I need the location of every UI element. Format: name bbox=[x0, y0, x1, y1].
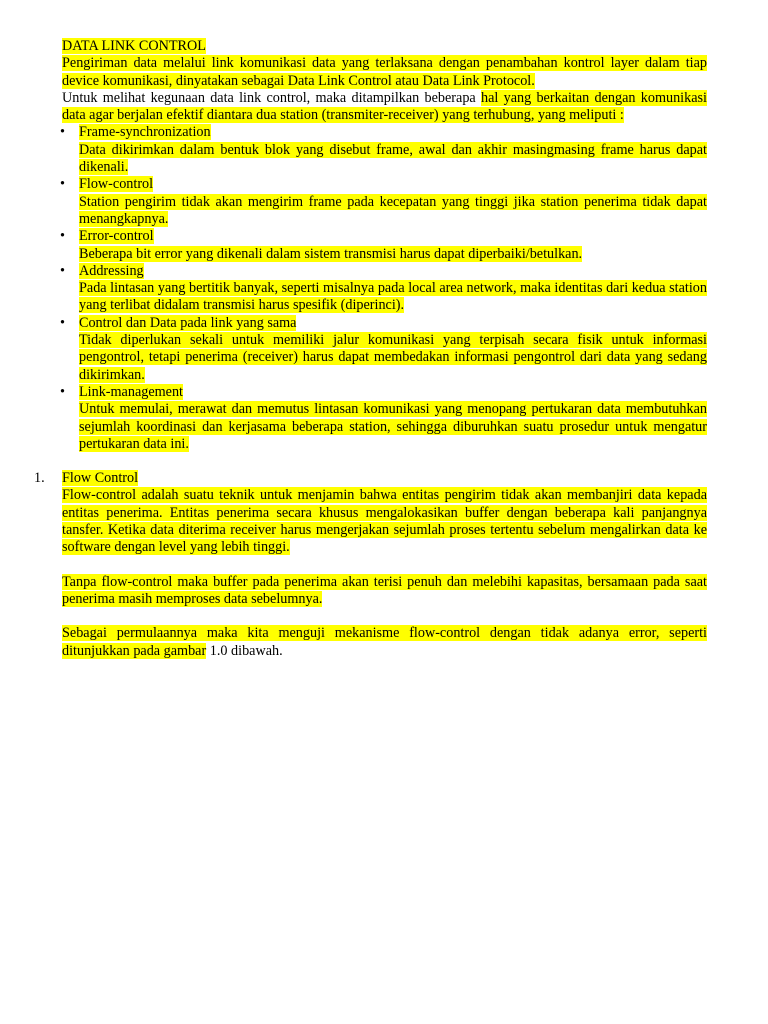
section-paragraph-3: Sebagai permulaannya maka kita menguji mekanisme flow-control dengan tidak adanya error, seperti ditunjukkan pada gambar 1.0 dibawah. bbox=[62, 625, 707, 659]
list-item bbox=[62, 176, 707, 228]
list-item-desc: Station pengirim tidak akan mengirim frame pada kecepatan yang tinggi jika station penerima tidak dapat menangkapnya. bbox=[79, 193, 707, 227]
section-title: Flow Control bbox=[62, 470, 139, 487]
bullet-icon: • bbox=[60, 228, 65, 245]
list-item-term: Link-management bbox=[79, 383, 184, 400]
list-item-term: Flow-control bbox=[79, 176, 154, 193]
section-paragraph-1: Flow-control adalah suatu teknik untuk menjamin bahwa entitas pengirim tidak akan membanjiri data kepada entitas penerima. Entitas penerima secara khusus mengalokasikan buffer dengan beberapa kali panjangnya tansfer. Ketika data diterima receiver harus mengerjakan sejumlah proses tertentu sebelum mengalirkan data ke software dengan level yang lebih tinggi. bbox=[62, 487, 707, 556]
intro-paragraph-2: Untuk melihat kegunaan data link control, maka ditampilkan beberapa hal yang berkaitan dengan komunikasi data agar berjalan efektif diantara dua station (transmiter-receiver) yang terhubung, yang meliputi : bbox=[62, 89, 707, 124]
bullet-icon: • bbox=[60, 314, 65, 331]
section-number: 1. bbox=[34, 470, 45, 487]
bullet-icon: • bbox=[60, 383, 65, 400]
list-item-desc: Beberapa bit error yang dikenali dalam sistem transmisi harus dapat diperbaiki/betulkan. bbox=[79, 245, 583, 262]
feature-list bbox=[62, 124, 707, 453]
section-paragraph-2: Tanpa flow-control maka buffer pada penerima akan terisi penuh dan melebihi kapasitas, bersamaan pada saat penerima masih memproses data sebelumnya. bbox=[62, 573, 707, 607]
list-item bbox=[62, 384, 707, 453]
list-item bbox=[62, 263, 707, 315]
intro-paragraph: Pengiriman data melalui link komunikasi data yang terlaksana dengan penambahan kontrol layer dalam tiap device komunikasi, dinyatakan sebagai Data Link Control atau Data Link Protocol. bbox=[62, 55, 707, 89]
bullet-icon: • bbox=[60, 262, 65, 279]
list-item-term: Error-control bbox=[79, 228, 154, 245]
document-page bbox=[34, 38, 707, 660]
list-item-desc: Tidak diperlukan sekali untuk memiliki jalur komunikasi yang terpisah secara fisik untuk informasi pengontrol, tetapi penerima (receiver) harus dapat membedakan informasi pengontrol dari data yang sedang dikirimkan. bbox=[79, 332, 707, 383]
spacer bbox=[62, 557, 707, 574]
list-item bbox=[62, 315, 707, 384]
bullet-icon: • bbox=[60, 124, 65, 141]
bullet-icon: • bbox=[60, 176, 65, 193]
list-item-term: Addressing bbox=[79, 262, 144, 279]
list-item-term: Frame-synchronization bbox=[79, 124, 211, 141]
spacer bbox=[62, 608, 707, 625]
list-item bbox=[62, 228, 707, 263]
document-title: DATA LINK CONTROL bbox=[62, 38, 206, 54]
list-item-desc: Data dikirimkan dalam bentuk blok yang disebut frame, awal dan akhir masingmasing frame harus dapat dikenali. bbox=[79, 141, 707, 176]
list-item bbox=[62, 124, 707, 176]
spacer bbox=[62, 453, 707, 470]
list-item-term: Control dan Data pada link yang sama bbox=[79, 314, 297, 331]
list-item-desc: Untuk memulai, merawat dan memutus lintasan komunikasi yang menopang pertukaran data membutuhkan sejumlah koordinasi dan kerjasama beberapa station, sehingga diburuhkan suatu prosedur untuk mengatur pertukaran data ini. bbox=[79, 401, 707, 452]
list-item-desc: Pada lintasan yang bertitik banyak, seperti misalnya pada local area network, maka identitas dari kedua station yang terlibat didalam transmisi harus spesifik (diperinci). bbox=[79, 280, 707, 314]
section-heading bbox=[34, 470, 707, 487]
